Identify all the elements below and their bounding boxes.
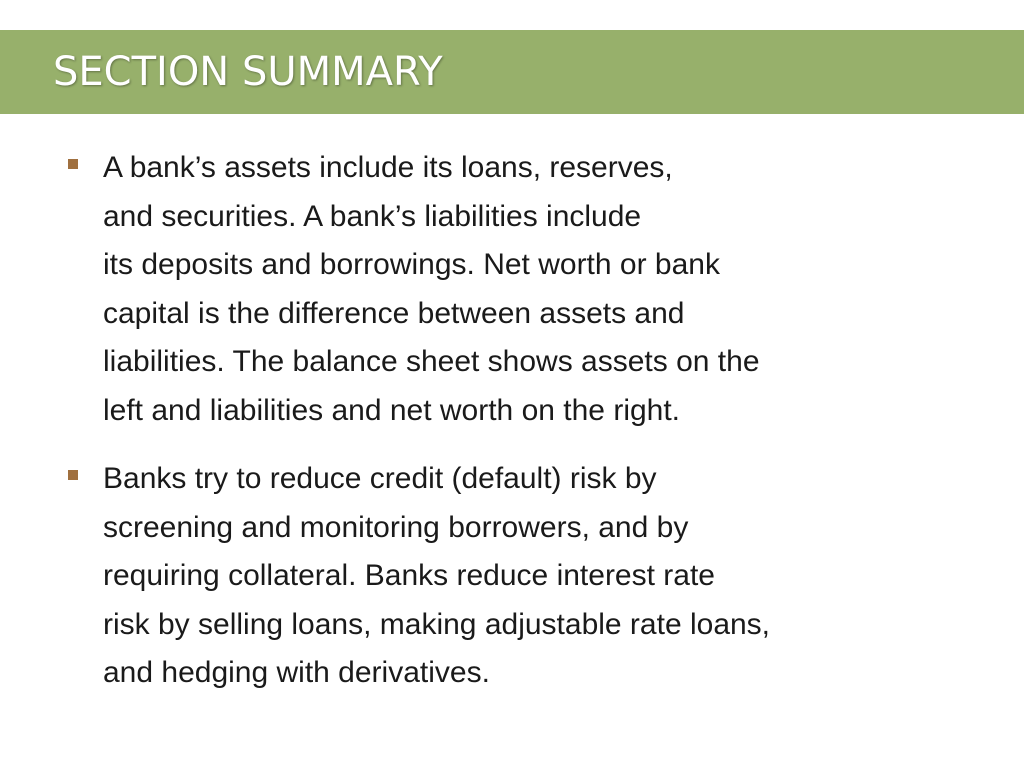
bullet-text [103,144,760,435]
bullet-text [103,455,770,698]
square-bullet-icon [68,159,78,169]
bullet-line: A bank’s assets include its loans, reserves, [103,151,673,184]
bullet-line: capital is the difference between assets and [103,296,685,330]
bullet-line: and hedging with derivatives. [103,656,490,689]
slide-title: SECTION SUMMARY [53,49,443,95]
title-bar [0,30,1024,114]
bullet-line: liabilities. The balance sheet shows assets on the [103,345,760,378]
square-bullet-icon [68,470,78,480]
bullet-line: and securities. A bank’s liabilities include [103,199,642,233]
bullet-line: Banks try to reduce credit (default) risk by [103,462,657,495]
bullet-line: risk by selling loans, making adjustable rate loans, [103,607,771,641]
bullet-line: its deposits and borrowings. Net worth or bank [103,248,720,281]
bullet-line: screening and monitoring borrowers, and by [103,510,689,544]
bullet-line: left and liabilities and net worth on the right. [103,393,681,427]
bullet-line: requiring collateral. Banks reduce interest rate [103,559,715,592]
